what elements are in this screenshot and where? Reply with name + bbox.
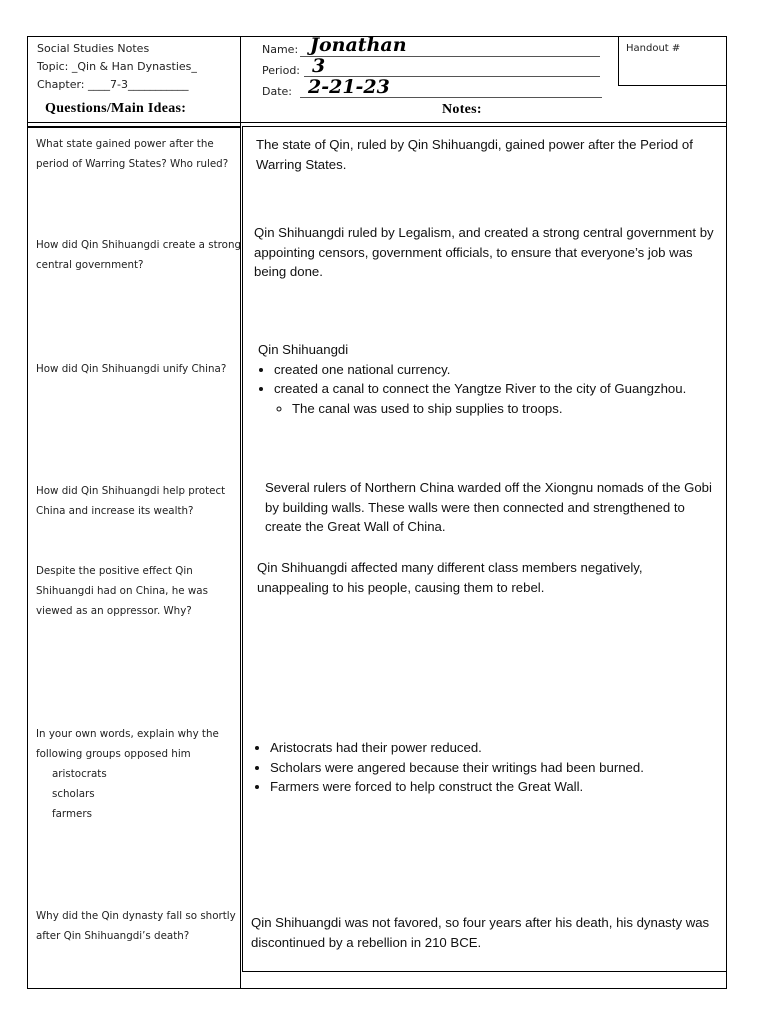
header-divider [27,122,727,123]
course-title: Social Studies Notes [37,42,150,55]
note-3 [258,340,708,418]
list-item: • Scholars were angered because their writings had been burned. [270,758,716,778]
topic-line: Topic: _Qin & Han Dynasties_ [37,60,197,73]
question-6-text: In your own words, explain why the following groups opposed him [36,728,219,760]
list-item: • created one national currency. [274,360,708,380]
list-item: • Farmers were forced to help construct the Great Wall. [270,777,716,797]
name-label: Name: [262,43,299,56]
question-4: How did Qin Shihuangdi help protect China and increase its wealth? [36,485,226,517]
note-1: The state of Qin, ruled by Qin Shihuangdi, gained power after the Period of Warring States. [256,137,693,172]
list-item: • created a canal to connect the Yangtze River to the city of Guangzhou. [274,379,708,399]
date-value: 2-21-23 [308,76,390,98]
note-3-intro: Qin Shihuangdi [258,342,349,357]
question-2: How did Qin Shihuangdi create a strong central government? [36,239,242,271]
note-6 [256,738,716,797]
handout-label: Handout # [626,43,681,54]
name-line [300,56,600,57]
date-label: Date: [262,85,292,98]
note-2: Qin Shihuangdi ruled by Legalism, and created a strong central government by appointing censors, government officials, to ensure that everyone’s job was being done. [254,225,714,279]
question-1: What state gained power after the period of Warring States? Who ruled? [36,138,229,170]
group-scholars: scholars [52,788,95,800]
group-aristocrats: aristocrats [52,768,107,780]
notes-heading: Notes: [442,102,482,117]
question-7: Why did the Qin dynasty fall so shortly after Qin Shihuangdi’s death? [36,910,236,942]
question-6 [36,724,248,824]
list-item: • Aristocrats had their power reduced. [270,738,716,758]
name-value: Jonathan [310,34,407,56]
note-4: Several rulers of Northern China warded off the Xiongnu nomads of the Gobi by building walls. These walls were then connected and strengthened to create the Great Wall of China. [265,480,712,534]
note-7: Qin Shihuangdi was not favored, so four years after his death, his dynasty was discontinued by a rebellion in 210 BCE. [251,915,710,950]
questions-heading: Questions/Main Ideas: [45,101,187,116]
period-label: Period: [262,64,301,77]
question-3: How did Qin Shihuangdi unify China? [36,363,227,375]
questions-column-rule [27,126,240,128]
period-value: 3 [312,55,326,77]
question-5: Despite the positive effect Qin Shihuangdi had on China, he was viewed as an oppressor. Why? [36,565,208,617]
group-farmers: farmers [52,808,92,820]
sub-list-item: ◦ The canal was used to ship supplies to troops. [292,399,708,419]
note-5: Qin Shihuangdi affected many different class members negatively, unappealing to his people, causing them to rebel. [257,560,643,595]
chapter-line: Chapter: ____7-3___________ [37,78,189,91]
